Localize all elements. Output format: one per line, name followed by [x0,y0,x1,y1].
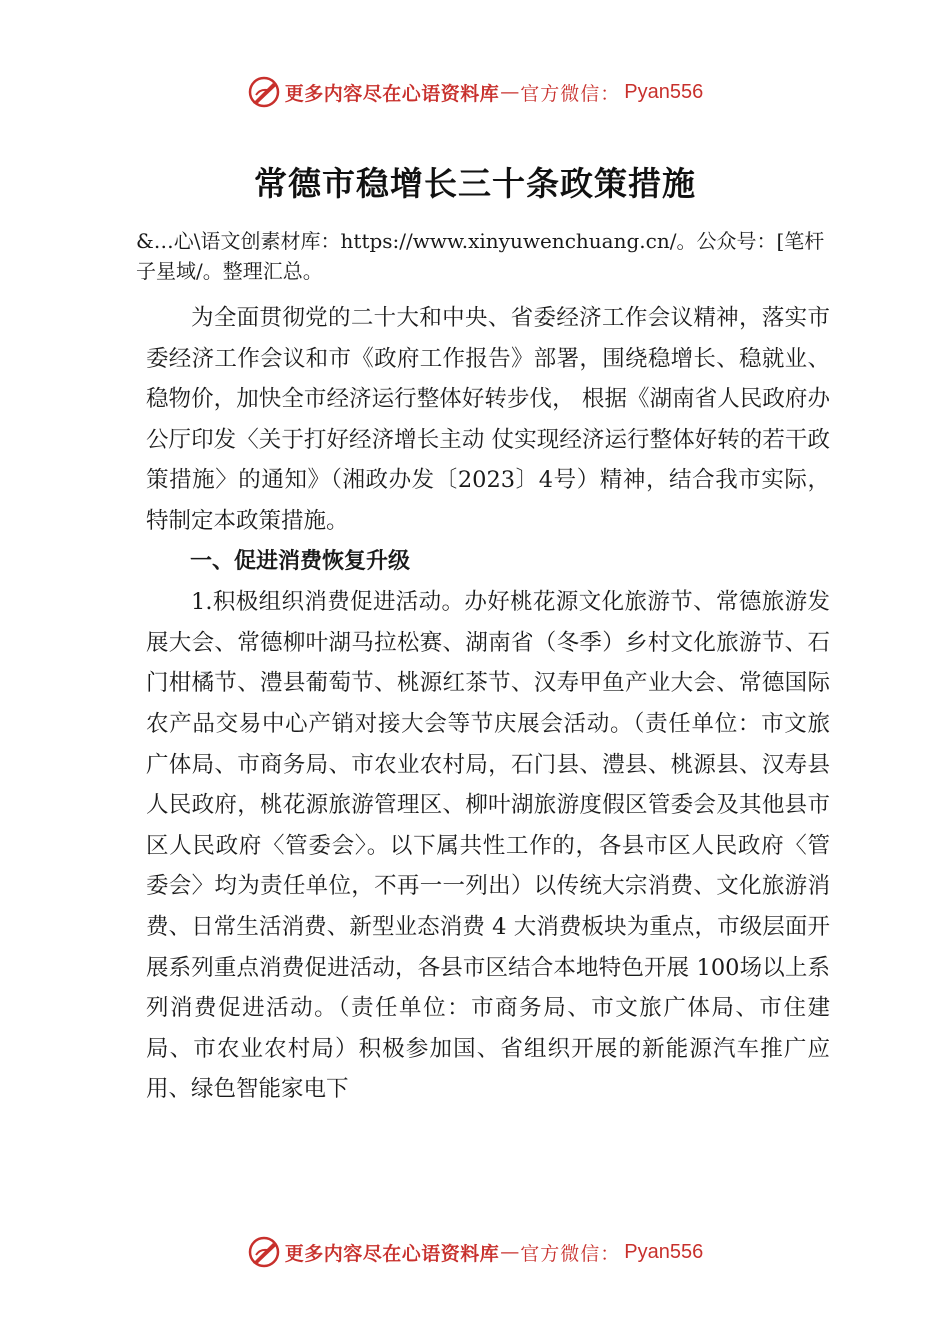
document-body [146,298,830,1110]
banner-dash: — [500,1241,520,1263]
section-heading: 一、促进消费恢复升级 [190,548,411,574]
item-paragraph: 1.积极组织消费促进活动。办好桃花源文化旅游节、常德旅游发展大会、常德柳叶湖马拉松赛、湖南省（冬季）乡村文化旅游节、石门柑橘节、澧县葡萄节、桃源红茶节、汉寿甲鱼产业大会、常德国际农产品交易中心产销对接大会等节庆展会活动。（责任单位：市文旅广体局、市商务局、市农业农村局，石门县、澧县、桃源县、汉寿县人民政府，桃花源旅游管理区、柳叶湖旅游度假区管委会及其他县市区人民政府〈管委会〉。以下属共性工作的，各县市区人民政府〈管委会〉均为责任单位，不再一一列出）以传统大宗消费、文化旅游消费、日常生活消费、新型业态消费 4 大消费板块为重点，市级层面开展系列重点消费促进活动，各县市区结合本地特色开展 100场以上系列消费促进活动。（责任单位：市商务局、市文旅广体局、市住建局、市农业农村局）积极参加国、省组织开展的新能源汽车推广应用、绿色智能家电下 [146,589,830,1103]
footer-banner [0,1232,950,1272]
banner-dash: — [500,81,520,103]
banner-wechat-id: Pyan556 [624,1240,704,1263]
header-banner [0,72,950,112]
intro-paragraph: 为全面贯彻党的二十大和中央、省委经济工作会议精神，落实市委经济工作会议和市《政府工作报告》部署，围绕稳增长、稳就业、稳物价，加快全市经济运行整体好转步伐， 根据《湖南省人民政府办公厅印发〈关于打好经济增长主动 仗实现经济运行整体好转的若干政策措施〉的通知》（湘政办发〔2023〕4号）精神，结合我市实际，特制定本政策措施。 [146,305,830,534]
banner-site-name: 更多内容尽在心语资料库 [284,1242,500,1265]
quill-seal-icon [247,75,281,109]
document-title: 常德市稳增长三十条政策措施 [254,164,696,203]
source-note: &…心\语文创素材库：https://www.xinyuwenchuang.cn/。公众号：[笔杆子星域/。整理汇总。 [136,229,825,283]
banner-site-name: 更多内容尽在心语资料库 [284,82,500,105]
quill-seal-icon [247,1235,281,1269]
banner-wechat-id: Pyan556 [624,80,704,103]
banner-wechat-label: 官方微信： [520,1242,621,1265]
banner-wechat-label: 官方微信： [520,82,621,105]
